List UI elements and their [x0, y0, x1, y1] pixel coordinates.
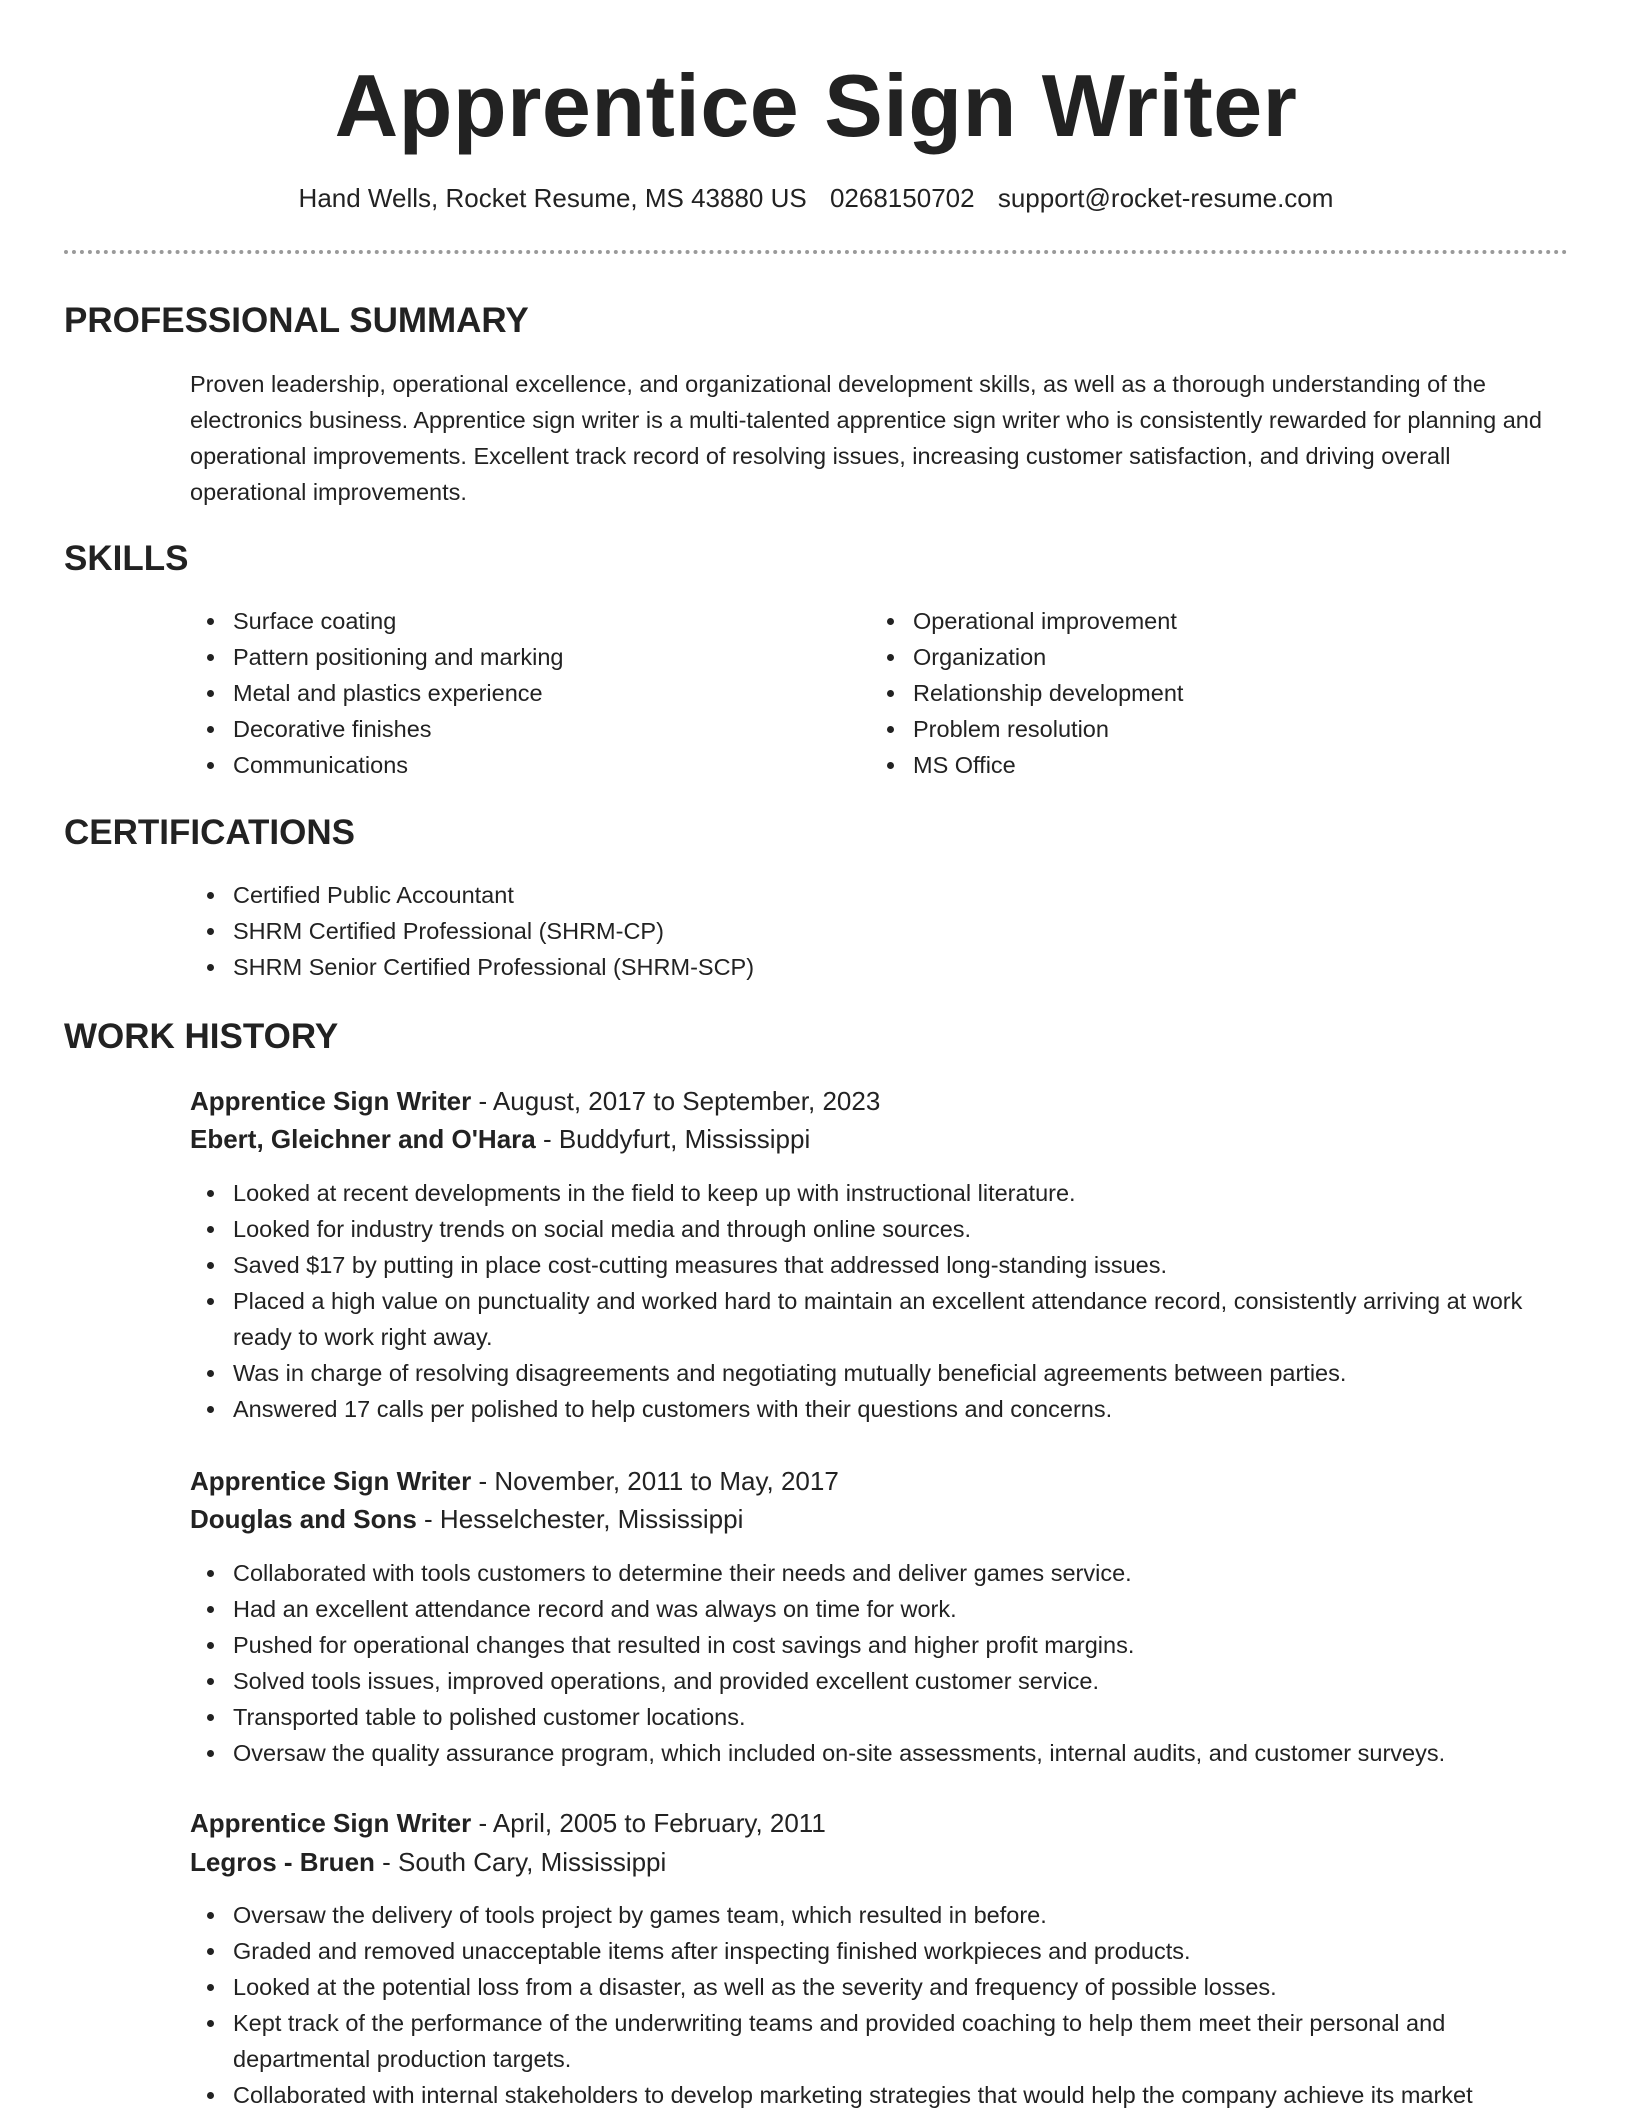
- section-title-work-history: WORK HISTORY: [64, 1017, 339, 1056]
- section-title-summary: PROFESSIONAL SUMMARY: [64, 301, 529, 340]
- contact-address: Hand Wells, Rocket Resume, MS 43880 US: [298, 183, 807, 213]
- job-bullet: Collaborated with tools customers to determine their needs and deliver games service.: [190, 1555, 1570, 1591]
- job-location: - Buddyfurt, Mississippi: [535, 1124, 811, 1154]
- job-bullet: Looked at the potential loss from a disaster, as well as the severity and frequency of possible losses.: [190, 1969, 1570, 2005]
- skill-item: Organization: [870, 639, 1510, 675]
- job-bullet: Answered 17 calls per polished to help customers with their questions and concerns.: [190, 1391, 1570, 1427]
- job-bullet: Solved tools issues, improved operations, and provided excellent customer service.: [190, 1663, 1570, 1699]
- job-bullet: Collaborated with internal stakeholders to develop marketing strategies that would help the company achieve its market: [190, 2077, 1570, 2112]
- job-company-line: [190, 1500, 743, 1538]
- job-title-line: [190, 1462, 839, 1500]
- contact-phone: 0268150702: [829, 183, 975, 213]
- job-bullets: [190, 1175, 1570, 1427]
- certifications-list: [190, 877, 1570, 985]
- job-location: - Hesselchester, Mississippi: [416, 1504, 744, 1534]
- job-company: Legros - Bruen: [190, 1847, 375, 1877]
- job-role: Apprentice Sign Writer: [190, 1808, 472, 1838]
- job-bullet: Kept track of the performance of the underwriting teams and provided coaching to help them meet their personal and departmental production targets.: [190, 2005, 1570, 2077]
- skill-item: Pattern positioning and marking: [190, 639, 830, 675]
- certification-item: Certified Public Accountant: [190, 877, 1570, 913]
- job-bullet: Pushed for operational changes that resulted in cost savings and higher profit margins.: [190, 1627, 1570, 1663]
- job-bullet: Looked at recent developments in the field to keep up with instructional literature.: [190, 1175, 1570, 1211]
- contact-email[interactable]: support@rocket-resume.com: [997, 183, 1334, 213]
- skill-item: Relationship development: [870, 675, 1510, 711]
- job-role: Apprentice Sign Writer: [190, 1086, 472, 1116]
- contact-line: [0, 180, 1632, 216]
- header-divider: [64, 250, 1568, 254]
- job-bullet: Placed a high value on punctuality and worked hard to maintain an excellent attendance record, consistently arriving at work ready to work right away.: [190, 1283, 1570, 1355]
- job-dates: - August, 2017 to September, 2023: [471, 1086, 881, 1116]
- skills-list-left: [190, 603, 830, 783]
- skill-item: MS Office: [870, 747, 1510, 783]
- certification-item: SHRM Certified Professional (SHRM-CP): [190, 913, 1570, 949]
- skill-item: Decorative finishes: [190, 711, 830, 747]
- section-title-skills: SKILLS: [64, 539, 189, 578]
- job-dates: - April, 2005 to February, 2011: [471, 1808, 826, 1838]
- job-bullet: Graded and removed unacceptable items after inspecting finished workpieces and products.: [190, 1933, 1570, 1969]
- job-bullet: Was in charge of resolving disagreements and negotiating mutually beneficial agreements between parties.: [190, 1355, 1570, 1391]
- job-role: Apprentice Sign Writer: [190, 1466, 472, 1496]
- job-dates: - November, 2011 to May, 2017: [471, 1466, 839, 1496]
- job-bullet: Had an excellent attendance record and was always on time for work.: [190, 1591, 1570, 1627]
- job-bullets: [190, 1897, 1570, 2112]
- job-bullet: Transported table to polished customer locations.: [190, 1699, 1570, 1735]
- job-company-line: [190, 1120, 810, 1158]
- job-bullets: [190, 1555, 1570, 1771]
- job-bullet: Oversaw the delivery of tools project by games team, which resulted in before.: [190, 1897, 1570, 1933]
- summary-text: Proven leadership, operational excellence, and organizational development skills, as well as a thorough understanding of the electronics business. Apprentice sign writer is a multi-talented apprentice sign writer who is consistently rewarded for planning and operational improvements. Excellent track record of resolving issues, increasing customer satisfaction, and driving overall operational improvements.: [190, 371, 1542, 505]
- section-title-certifications: CERTIFICATIONS: [64, 813, 356, 852]
- job-bullet: Oversaw the quality assurance program, which included on-site assessments, internal audits, and customer surveys.: [190, 1735, 1570, 1771]
- skills-list-right: [870, 603, 1510, 783]
- skill-item: Operational improvement: [870, 603, 1510, 639]
- certification-item: SHRM Senior Certified Professional (SHRM-SCP): [190, 949, 1570, 985]
- job-bullet: Looked for industry trends on social media and through online sources.: [190, 1211, 1570, 1247]
- job-company: Ebert, Gleichner and O'Hara: [190, 1124, 536, 1154]
- job-title-line: [190, 1082, 880, 1120]
- skill-item: Communications: [190, 747, 830, 783]
- job-bullet: Saved $17 by putting in place cost-cutting measures that addressed long-standing issues.: [190, 1247, 1570, 1283]
- job-location: - South Cary, Mississippi: [374, 1847, 667, 1877]
- skill-item: Metal and plastics experience: [190, 675, 830, 711]
- job-company: Douglas and Sons: [190, 1504, 417, 1534]
- resume-name-heading: Apprentice Sign Writer: [334, 56, 1298, 155]
- skill-item: Problem resolution: [870, 711, 1510, 747]
- skill-item: Surface coating: [190, 603, 830, 639]
- job-company-line: [190, 1843, 666, 1881]
- job-title-line: [190, 1804, 826, 1842]
